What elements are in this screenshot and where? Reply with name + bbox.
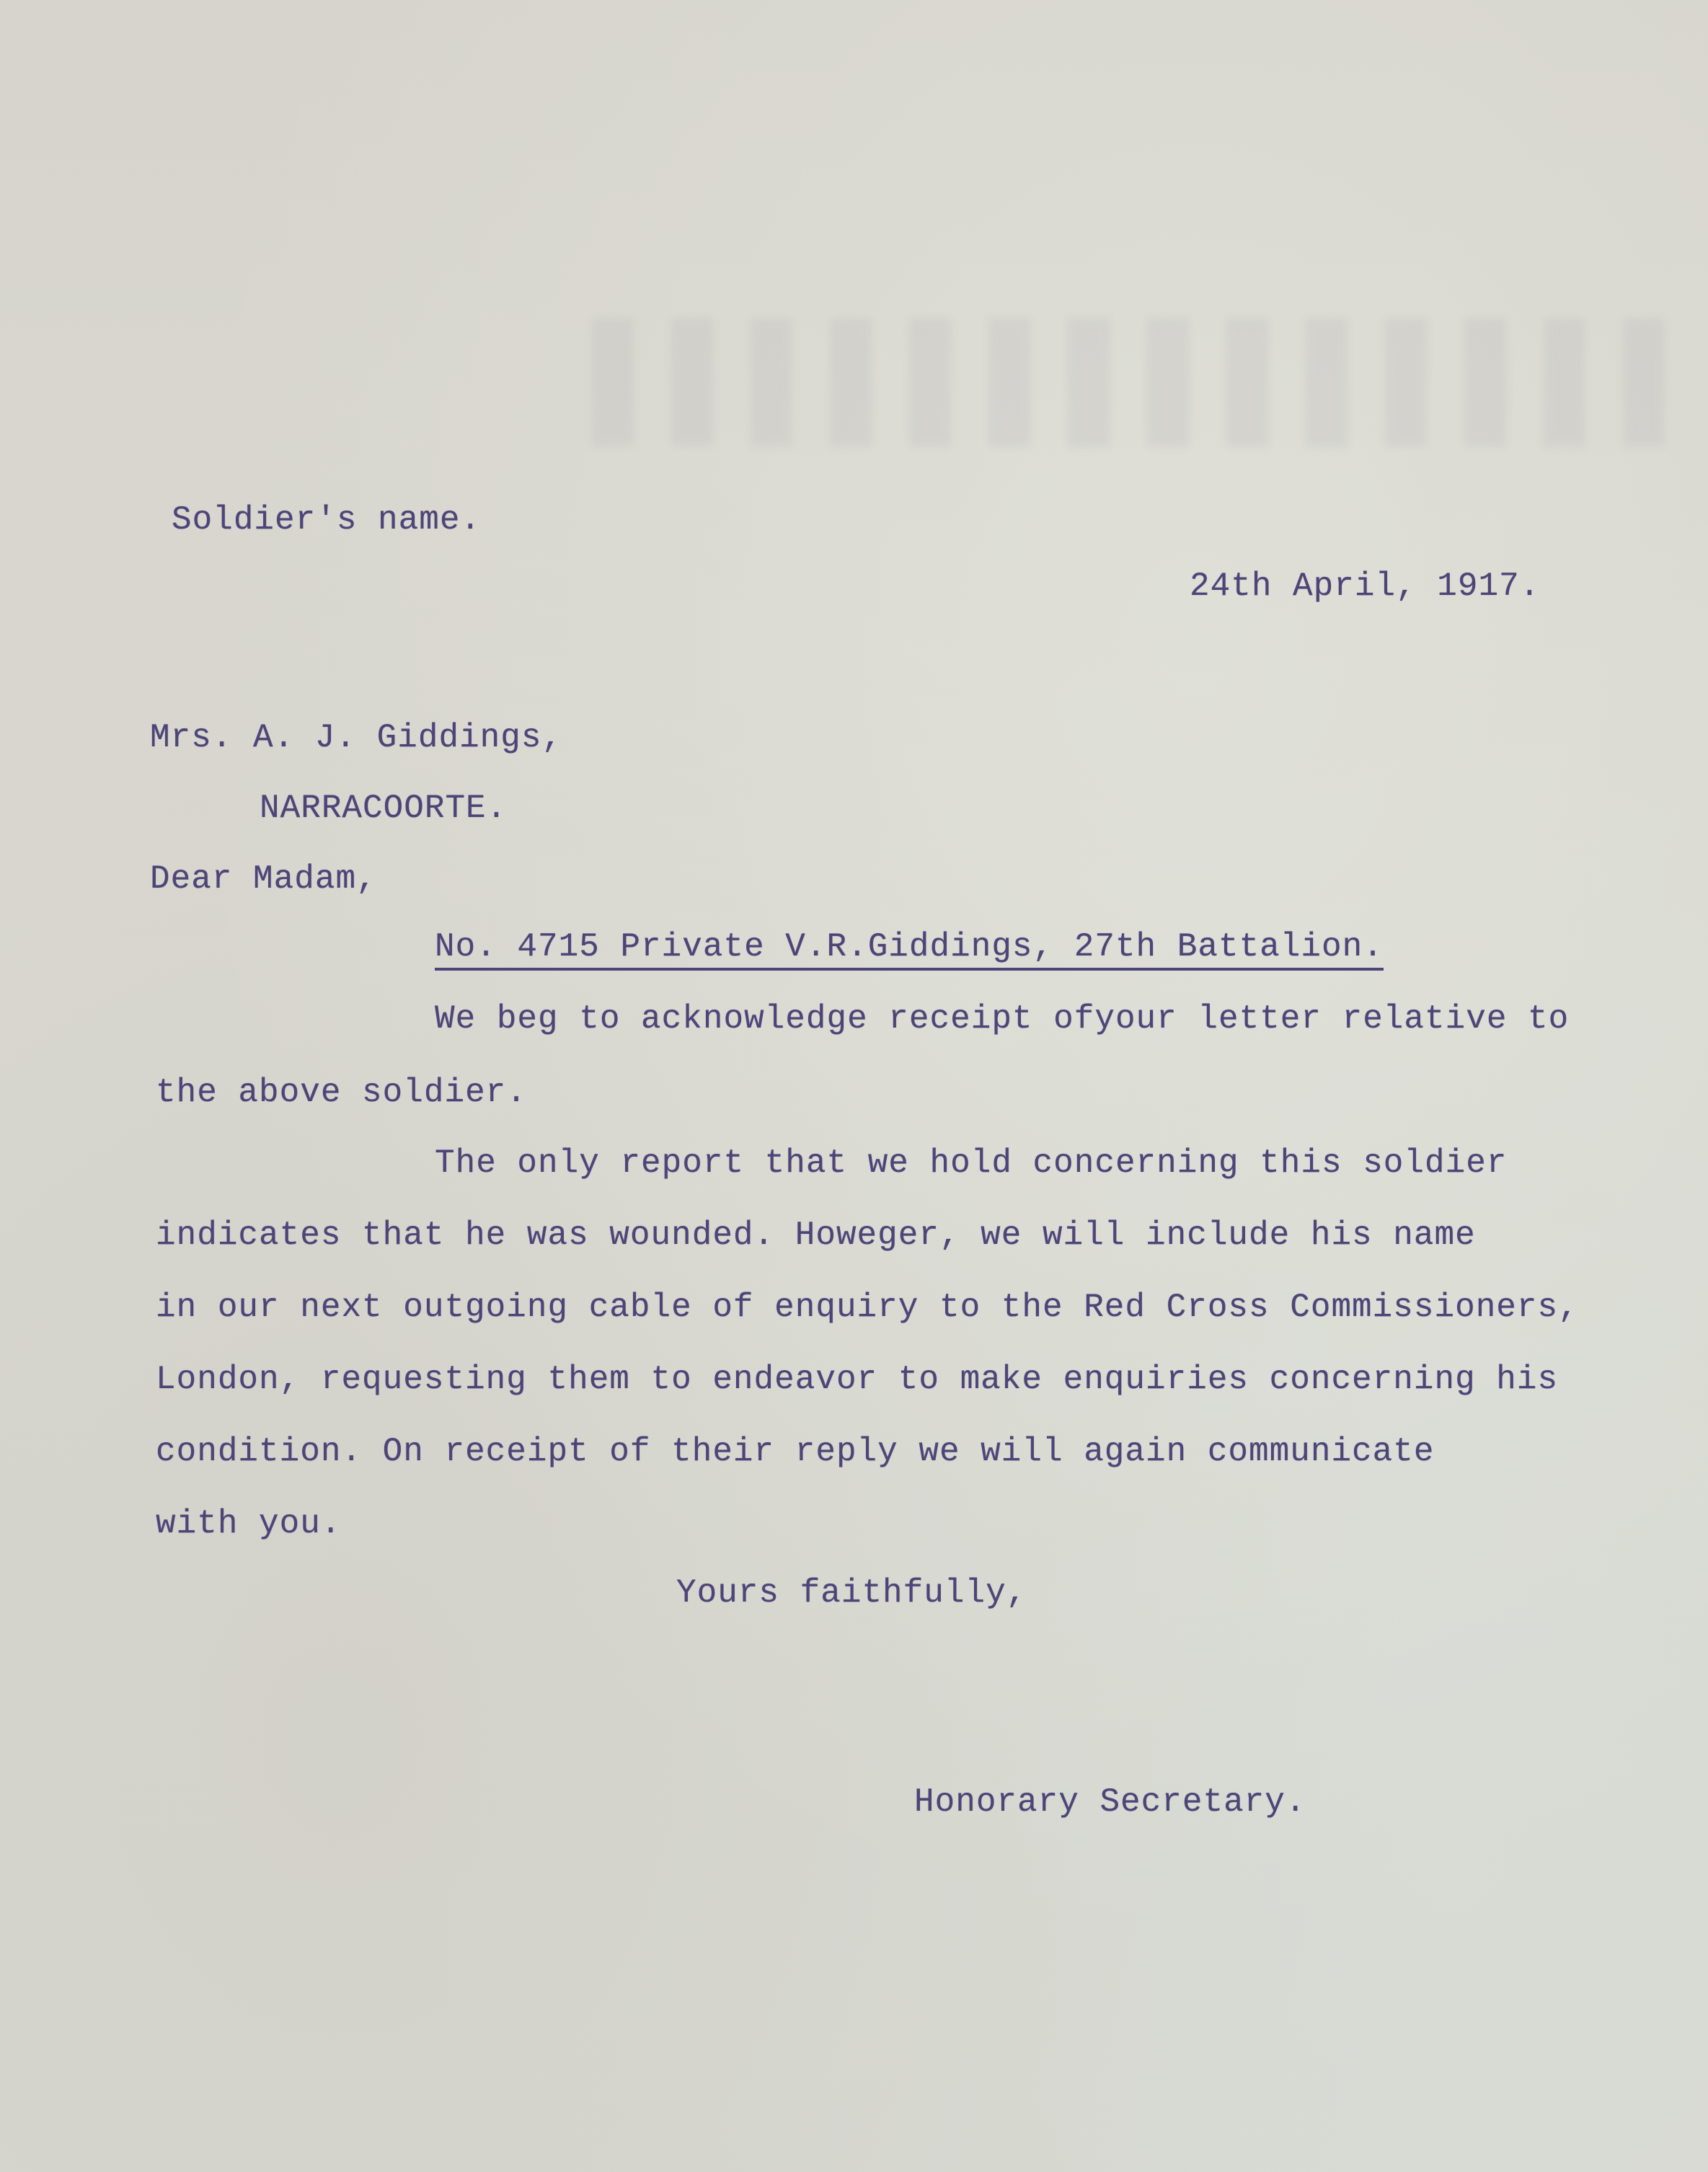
paragraph2-line6: with you. (156, 1505, 342, 1542)
letter-date: 24th April, 1917. (1190, 568, 1541, 605)
signatory-title: Honorary Secretary. (914, 1783, 1306, 1821)
paragraph2-line3: in our next outgoing cable of enquiry to the Red Cross Commissioners, (156, 1289, 1579, 1326)
paragraph1-line1: We beg to acknowledge receipt ofyour letter relative to (435, 1000, 1570, 1038)
paragraph2-line2: indicates that he was wounded. Howeger, we will include his name (156, 1217, 1476, 1254)
paragraph2-line5: condition. On receipt of their reply we will again communicate (156, 1433, 1435, 1470)
recipient-name: Mrs. A. J. Giddings, (150, 719, 563, 756)
paragraph2-line4: London, requesting them to endeavor to make enquiries concerning his (156, 1361, 1559, 1398)
subject-line: No. 4715 Private V.R.Giddings, 27th Battalion. (435, 930, 1384, 971)
closing: Yours faithfully, (676, 1574, 1027, 1612)
paragraph1-line2: the above soldier. (156, 1074, 527, 1111)
recipient-place: NARRACOORTE. (260, 790, 508, 827)
reference-line: Soldier's name. (172, 501, 482, 539)
faint-letterhead-bleedthrough (591, 317, 1673, 447)
salutation: Dear Madam, (150, 860, 377, 898)
paragraph2-line1: The only report that we hold concerning this soldier (435, 1144, 1508, 1182)
